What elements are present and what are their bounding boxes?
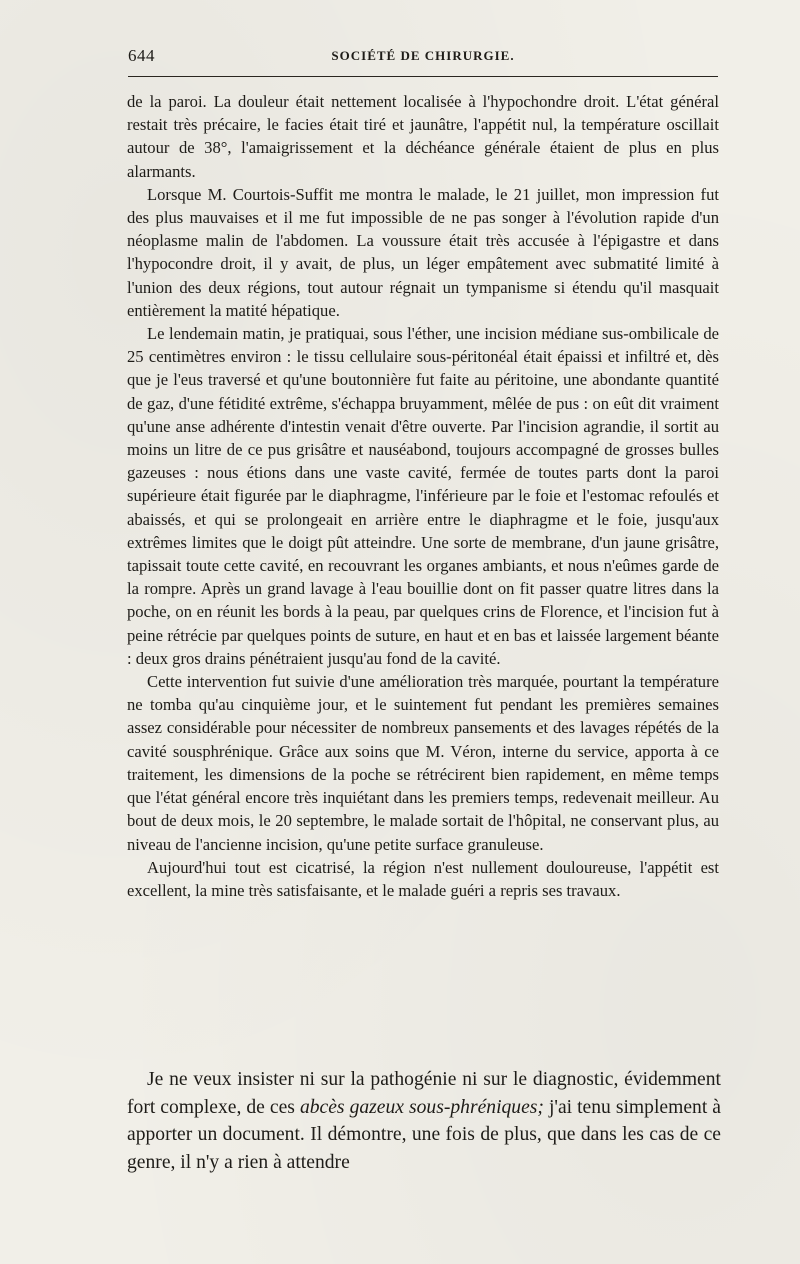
running-title: SOCIÉTÉ DE CHIRURGIE. <box>331 48 515 63</box>
paragraph: Lorsque M. Courtois-Suffit me montra le malade, le 21 juillet, mon impression fut des plus mauvaises et il me fut impossible de ne pas songer à l'évolution rapide d'un néoplasme malin de l'abdomen. La voussure était très accusée à l'épigastre et dans l'hypocondre droit, il y avait, de plus, un léger empâtement avec submatité limité à l'union des deux régions, tout autour régnait un tympanisme si étendu qu'il masquait entièrement la matité hépatique. <box>127 184 719 320</box>
body-text <box>127 90 719 902</box>
italic-term: abcès gazeux sous-phréniques; <box>299 1096 544 1118</box>
page-header <box>128 42 718 76</box>
header-rule <box>128 76 718 77</box>
page-number: 644 <box>128 46 155 65</box>
conclusion-paragraph <box>127 1066 721 1176</box>
paragraph-continuation: de la paroi. La douleur était nettement localisée à l'hypochondre droit. L'état général restait très précaire, le facies était tiré et jaunâtre, l'appétit nul, la température oscillait autour de 38°, l'amaigrissement et la déchéance générale étaient de plus en plus alarmants. <box>127 92 719 181</box>
conclusion-text-start: Je ne veux insister ni sur la pathogénie ni sur le diagnostic, évidemment fort complexe, de ces <box>127 1069 721 1118</box>
paragraph: Cette intervention fut suivie d'une amélioration très marquée, pourtant la température ne tomba qu'au cinquième jour, et le suintement fut pendant les premières semaines assez considérable pour nécessiter de nombreux pansements et des lavages répétés de la cavité sousphrénique. Grâce aux soins que M. Véron, interne du service, apporta à ce traitement, les dimensions de la poche se rétrécirent bien rapidement, en même temps que l'état général encore très inquiétant dans les premiers temps, redevenait meilleur. Au bout de deux mois, le 20 septembre, le malade sortait de l'hôpital, ne conservant plus, au niveau de l'ancienne incision, qu'une petite surface granuleuse. <box>127 672 719 854</box>
conclusion-text-end: j'ai tenu simplement à apporter un document. Il démontre, une fois de plus, que dans les cas de ce genre, il n'y a rien à attendre <box>127 1096 721 1173</box>
paragraph: Le lendemain matin, je pratiquai, sous l'éther, une incision médiane sus-ombilicale de 25 centimètres environ : le tissu cellulaire sous-péritonéal était épaissi et infiltré et, dès que je l'eus traversé et qu'une boutonnière fut faite au péritoine, une abondante quantité de gaz, d'une fétidité extrême, s'échappa bruyamment, mêlée de pus : on eût dit vraiment qu'une anse adhérente d'intestin venait d'être ouverte. Par l'incision agrandie, il sortit au moins un litre de ce pus grisâtre et nauséabond, toujours accompagné de grosses bulles gazeuses : nous étions dans une vaste cavité, fermée de toutes parts dont la paroi supérieure était figurée par le diaphragme, l'inférieure par le foie et l'estomac refoulés et abaissés, et qui se prolongeait en arrière entre le diaphragme et le foie, jusqu'aux extrêmes limites que le doigt pût atteindre. Une sorte de membrane, d'un jaune grisâtre, tapissait toute cette cavité, en recouvrant les organes ambiants, et nous n'eûmes garde de la rompre. Après un grand lavage à l'eau bouillie dont on fit passer quatre litres dans la poche, on en réunit les bords à la peau, par quelques crins de Florence, et l'incision fut à peine rétrécie par quelques points de suture, en haut et en bas et laissée largement béante : deux gros drains pénétraient jusqu'au fond de la cavité. <box>127 324 719 668</box>
conclusion-text <box>127 1066 721 1176</box>
paragraph: Aujourd'hui tout est cicatrisé, la région n'est nullement douloureuse, l'appétit est excellent, la mine très satisfaisante, et le malade guéri a repris ses travaux. <box>127 857 719 900</box>
